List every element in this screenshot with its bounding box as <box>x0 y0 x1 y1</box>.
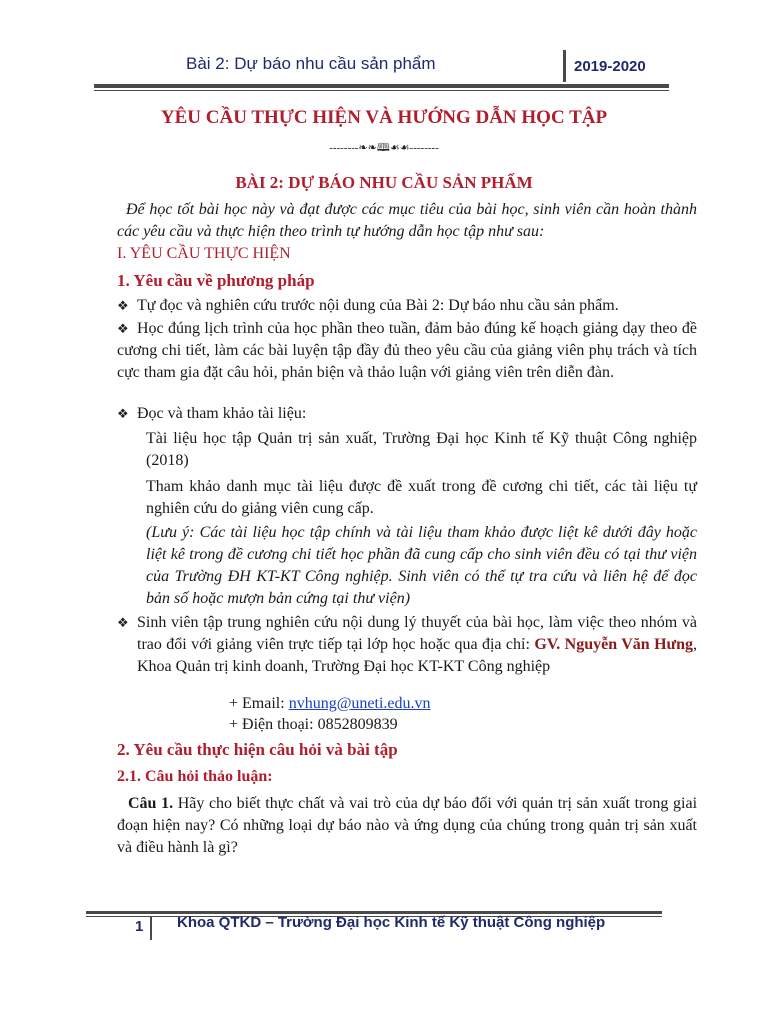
bullet-text: Tự đọc và nghiên cứu trước nội dung của Bài 2: Dự báo nhu cầu sản phẩm. <box>137 297 619 314</box>
header-title: Bài 2: Dự báo nhu cầu sản phẩm <box>186 54 436 73</box>
diamond-bullet-icon: ❖ <box>117 298 129 313</box>
header-rule-thin <box>94 90 669 91</box>
lecturer-name: GV. Nguyễn Văn Hưng <box>534 636 694 653</box>
list-item <box>117 403 697 425</box>
header-rule <box>94 84 669 88</box>
question-text: Hãy cho biết thực chất và vai trò của dự báo đối với quản trị sản xuất trong giai đoạn hiện nay? Có những loại dự báo nào và ứng dụng của chúng trong quản trị sản xuất và điều hành là gì? <box>117 795 698 856</box>
header-year: 2019-2020 <box>574 58 646 75</box>
question-label: Câu 1. <box>128 795 174 812</box>
page-number: 1 <box>135 918 144 935</box>
email-link[interactable]: nvhung@uneti.edu.vn <box>288 695 431 712</box>
subheading-method: 1. Yêu cầu về phương pháp <box>117 271 315 290</box>
subheading-questions: 2. Yêu cầu thực hiện câu hỏi và bài tập <box>117 740 398 759</box>
reference-item: Tài liệu học tập Quản trị sản xuất, Trường Đại học Kinh tế Kỹ thuật Công nghiệp (2018) <box>146 430 697 469</box>
contact-phone: + Điện thoại: 0852809839 <box>229 716 398 733</box>
subheading-discussion: 2.1. Câu hỏi thảo luận: <box>117 768 273 785</box>
question-paragraph <box>117 793 697 859</box>
ornament-divider: --------❧❧🕮☙☙-------- <box>329 142 439 154</box>
email-label: + Email: <box>229 695 289 712</box>
reference-item: Tham khảo danh mục tài liệu được đề xuất trong đề cương chi tiết, các tài liệu tự nghiên cứu do giảng viên cung cấp. <box>146 478 697 517</box>
bullet-text: Đọc và tham khảo tài liệu: <box>137 405 307 422</box>
bullet-text-affiliation: , Khoa Quản trị kinh doanh, Trường Đại học KT-KT Công nghiệp <box>137 636 698 675</box>
bullet-text <box>117 612 697 678</box>
section-heading-requirements: I. YÊU CẦU THỰC HIỆN <box>117 245 291 262</box>
document-title: YÊU CẦU THỰC HIỆN VÀ HƯỚNG DẪN HỌC TẬP <box>160 107 608 128</box>
intro-paragraph: Để học tốt bài học này và đạt được các mục tiêu của bài học, sinh viên cần hoàn thành các yêu cầu và thực hiện theo trình tự hướng dẫn học tập như sau: <box>117 201 697 240</box>
list-item <box>117 318 697 384</box>
footer-divider <box>150 916 152 940</box>
footer-text: Khoa QTKD – Trường Đại học Kinh tế Kỹ thuật Công nghiệp <box>177 914 606 931</box>
diamond-bullet-icon: ❖ <box>117 615 129 630</box>
diamond-bullet-icon: ❖ <box>117 321 129 336</box>
note-paragraph: (Lưu ý: Các tài liệu học tập chính và tài liệu tham khảo được liệt kê dưới đây hoặc liệt kê trong đề cương chi tiết học phần đã cung cấp cho sinh viên đều có tại thư viện của Trường ĐH KT-KT Công nghiệp. Sinh viên có thể tự tra cứu và liên hệ để đọc bản số hoặc mượn bản cứng tại thư viện) <box>146 524 697 607</box>
contact-email <box>229 693 431 715</box>
bullet-text: Học đúng lịch trình của học phần theo tuần, đảm bảo đúng kế hoạch giảng dạy theo đề cương chi tiết, làm các bài luyện tập đầy đủ theo yêu cầu của giảng viên phụ trách và tích cực tham gia đặt câu hỏi, phản biện và thảo luận với giảng viên trên diễn đàn. <box>117 320 697 381</box>
diamond-bullet-icon: ❖ <box>117 406 129 421</box>
list-item <box>117 295 697 317</box>
bullet-text-intro: Sinh viên tập trung nghiên cứu nội dung lý thuyết của bài học, làm việc theo nhóm và trao đổi với giảng viên trực tiếp tại lớp học hoặc qua địa chỉ: <box>137 614 697 653</box>
header-divider <box>563 50 566 82</box>
lesson-title: BÀI 2: DỰ BÁO NHU CẦU SẢN PHẨM <box>235 173 533 192</box>
list-item <box>117 612 697 678</box>
